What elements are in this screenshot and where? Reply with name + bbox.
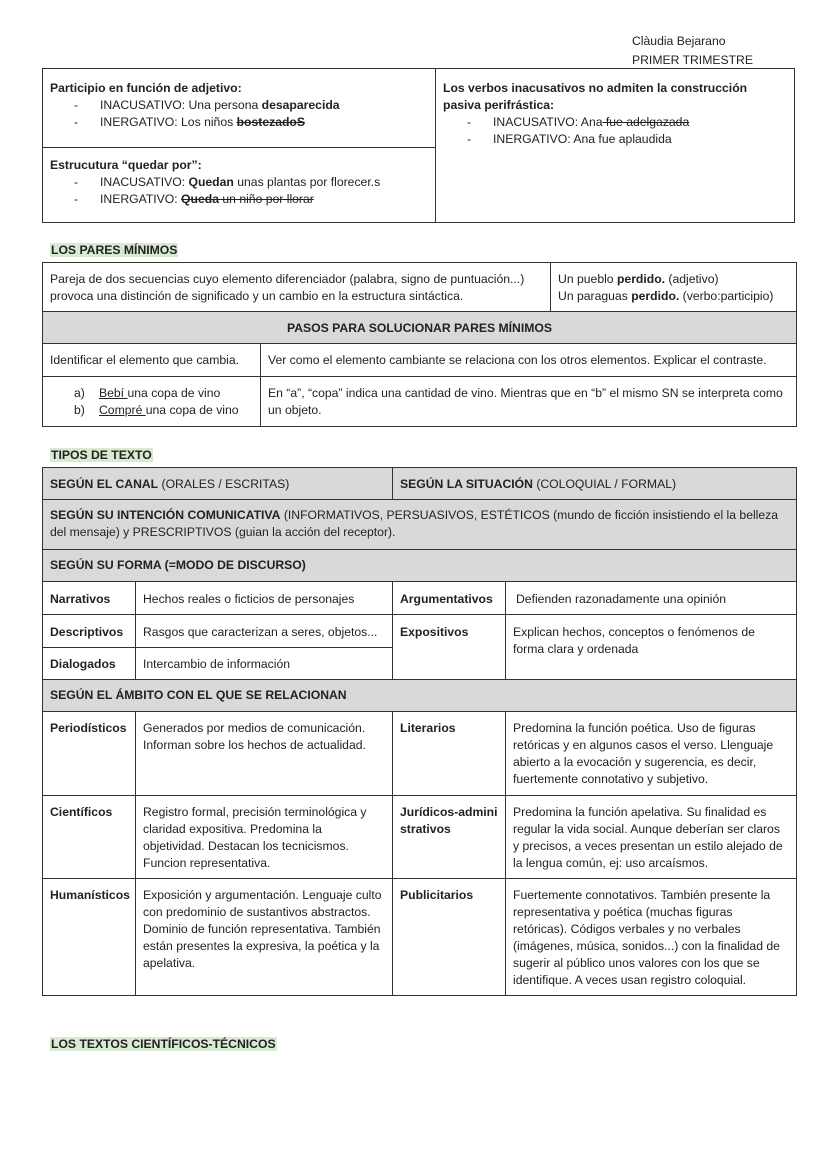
- verb-types-table: [42, 68, 795, 223]
- section-heading-cientificos: [50, 1037, 277, 1051]
- narrativos-desc: Hechos reales o ficticios de personajes: [136, 582, 393, 615]
- author-name: Clàudia Bejarano: [632, 34, 726, 48]
- dialogados-desc: Intercambio de información: [136, 648, 393, 680]
- example-adjetivo: Un pueblo perdido. (adjetivo): [558, 272, 719, 286]
- expositivos-desc: Explican hechos, conceptos o fenómenos de forma clara y ordenada: [506, 615, 797, 680]
- descriptivos-desc: Rasgos que caracterizan a seres, objetos...: [136, 615, 393, 648]
- canal-cell: SEGÚN EL CANAL (ORALES / ESCRITAS): [43, 468, 393, 500]
- pares-example-pair: [43, 377, 261, 427]
- inac-text: INACUSATIVO: Una persona: [100, 98, 262, 112]
- inerg-strike-bold: Queda: [181, 192, 219, 206]
- inerg-text: INERGATIVO:: [100, 192, 182, 206]
- section-heading-tipos: [50, 448, 153, 462]
- humanisticos-label: Humanísticos: [43, 879, 136, 996]
- heading-text: LOS TEXTOS CIENTÍFICOS-TÉCNICOS: [51, 1037, 276, 1051]
- inerg-text: INERGATIVO: Los niños: [100, 115, 237, 129]
- dialogados-label: Dialogados: [43, 648, 136, 680]
- periodisticos-desc: Generados por medios de comunicación. Informan sobre los hechos de actualidad.: [136, 712, 393, 796]
- inac-bold: Quedan: [188, 175, 234, 189]
- descriptivos-label: Descriptivos: [43, 615, 136, 648]
- inac-strike: fue adelgazada: [602, 115, 690, 129]
- quedar-cell: [43, 148, 436, 223]
- literarios-desc: Predomina la función poética. Uso de figuras retóricas y en algunos casos el verso. Llenguaje abierto a la evocación y sugerencia, es decir, fuertemente connotativo y subjetivo.: [506, 712, 797, 796]
- participio-title: Participio en función de adjetivo:: [50, 81, 242, 95]
- quedar-list: [50, 174, 428, 208]
- inac-rest: unas plantas por florecer.s: [233, 175, 381, 189]
- list-item: a) Bebí una copa de vino: [74, 386, 221, 400]
- periodisticos-label: Periodísticos: [43, 712, 136, 796]
- forma-title: SEGÚN SU FORMA (=MODO DE DISCURSO): [43, 550, 797, 582]
- inerg-strike: bostezadoS: [236, 115, 305, 129]
- step-identify: Identificar el elemento que cambia.: [43, 344, 261, 377]
- argumentativos-desc: Defienden razonadamente una opinión: [506, 582, 797, 615]
- heading-text: LOS PARES MÍNIMOS: [51, 243, 178, 257]
- list-item: b) Compré una copa de vino: [74, 403, 239, 417]
- cientificos-desc: Registro formal, precisión terminológica y claridad expositiva. Predomina la objetividad. Destacan los tecnicismos. Funcion representativa.: [136, 796, 393, 879]
- term-label: PRIMER TRIMESTRE: [632, 53, 753, 67]
- pares-explanation: En “a”, “copa” indica una cantidad de vino. Mientras que en “b” el mismo SN se interpreta como un objeto.: [261, 377, 797, 427]
- juridicos-desc: Predomina la función apelativa. Su finalidad es regular la vida social. Aunque deberían ser claros y precisos, a veces presentan un estilo alejado de la lengua común, ej: uso arcaísmos.: [506, 796, 797, 879]
- list-item: [74, 191, 428, 208]
- example-participio: Un paraguas perdido. (verbo:participio): [558, 289, 774, 303]
- literarios-label: Literarios: [393, 712, 506, 796]
- section-heading-pares: [50, 243, 178, 257]
- list-item: [74, 97, 428, 114]
- inac-text: INACUSATIVO:: [100, 175, 189, 189]
- pares-table: [42, 262, 797, 427]
- list-item: [74, 174, 428, 191]
- list-item: - INERGATIVO: Ana fue aplaudida: [467, 131, 787, 148]
- narrativos-label: Narrativos: [43, 582, 136, 615]
- participio-list: [50, 97, 428, 131]
- heading-text: TIPOS DE TEXTO: [51, 448, 152, 462]
- argumentativos-label: Argumentativos: [393, 582, 506, 615]
- inerg-strike-rest: un niño por llorar: [218, 192, 314, 206]
- pares-definition: Pareja de dos secuencias cuyo elemento diferenciador (palabra, signo de puntuación...) provoca una distinción de significado y un cambio en la estructura sintáctica.: [43, 263, 551, 312]
- step-relate: Ver como el elemento cambiante se relaciona con los otros elementos. Explicar el contraste.: [261, 344, 797, 377]
- intencion-cell: SEGÚN SU INTENCIÓN COMUNICATIVA (INFORMATIVOS, PERSUASIVOS, ESTÉTICOS (mundo de ficción insistiendo el la belleza del mensaje) y PRESCRIPTIVOS (guian la acción del receptor).: [43, 500, 797, 550]
- cientificos-label: Científicos: [43, 796, 136, 879]
- list-item: [74, 114, 428, 131]
- document-header: [632, 32, 753, 70]
- pasiva-title: Los verbos inacusativos no admiten la construcción pasiva perifrástica:: [443, 81, 748, 112]
- inac-text: INACUSATIVO: Ana: [493, 115, 603, 129]
- steps-title: PASOS PARA SOLUCIONAR PARES MÍNIMOS: [43, 312, 797, 344]
- inac-bold: desaparecida: [261, 98, 340, 112]
- list-item: [467, 114, 787, 131]
- participio-cell: [43, 69, 436, 148]
- pasiva-cell: [436, 69, 795, 223]
- expositivos-label: Expositivos: [393, 615, 506, 680]
- situacion-cell: SEGÚN LA SITUACIÓN (COLOQUIAL / FORMAL): [393, 468, 797, 500]
- publicitarios-desc: Fuertemente connotativos. También presente la representativa y poética (muchas figuras retóricas). Códigos verbales y no verbales (imágenes, música, sonidos...) con la finalidad de sugerir al público unos valores con los que se identifique. A veces usan registro coloquial.: [506, 879, 797, 996]
- ambito-title: SEGÚN EL ÁMBITO CON EL QUE SE RELACIONAN: [43, 680, 797, 712]
- publicitarios-label: Publicitarios: [393, 879, 506, 996]
- juridicos-label: Jurídicos-administrativos: [393, 796, 506, 879]
- quedar-title: Estrucutura “quedar por”:: [50, 158, 202, 172]
- pares-examples: [551, 263, 797, 312]
- pasiva-list: [443, 114, 787, 148]
- humanisticos-desc: Exposición y argumentación. Lenguaje culto con predominio de sustantivos abstractos. Dominio de función representativa. También están presentes la expresiva, la poética y la apelativa.: [136, 879, 393, 996]
- tipos-table: [42, 467, 797, 996]
